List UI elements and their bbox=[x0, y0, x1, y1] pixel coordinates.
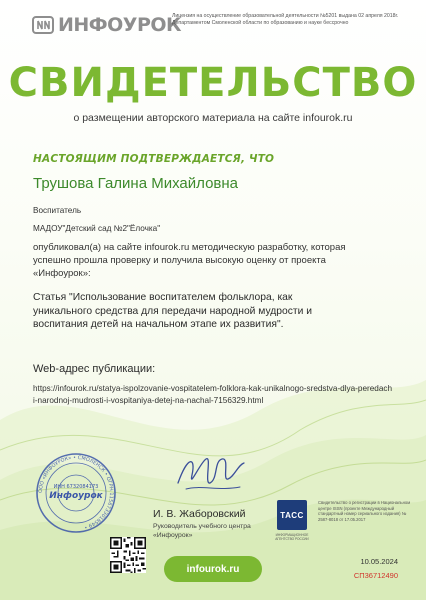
article-title: Статья "Использование воспитателем фольклора, как уникального средства для передачи народной мудрости и воспитания детей на начальном этапе их развития". bbox=[33, 292, 312, 330]
recipient-position: Воспитатель bbox=[33, 206, 82, 215]
stamp-ring-text: ООО «ИНФОУРОК» • СМОЛЕНСК • ОГРН 1156733018549 • bbox=[37, 454, 115, 530]
handwritten-signature bbox=[170, 445, 250, 505]
certificate-title: СВИДЕТЕЛЬСТВО bbox=[8, 60, 418, 106]
recipient-organization: МАДОУ"Детский сад №2"Ёлочка" bbox=[33, 224, 161, 233]
recipient-name: Трушова Галина Михайловна bbox=[33, 175, 239, 192]
tass-logo-text: ТАСС bbox=[280, 510, 304, 520]
confirmation-heading: НАСТОЯЩИМ ПОДТВЕРЖДАЕТСЯ, ЧТО bbox=[33, 153, 275, 165]
certificate-subtitle: о размещении авторского материала на сайте infourok.ru bbox=[73, 112, 353, 124]
publication-statement: опубликовал(а) на сайте infourok.ru методическую разработку, которая успешно прошла проверку и получила высокую оценку от проекта «Инфоурок»: bbox=[33, 242, 346, 279]
official-stamp bbox=[35, 452, 117, 534]
tass-caption: ИНФОРМАЦИОННОЕ АГЕНТСТВО РОССИИ bbox=[275, 533, 309, 541]
stamp-name: Инфоурок bbox=[49, 491, 103, 501]
infourok-logo-icon bbox=[32, 14, 54, 36]
registry-info: Свидетельство о регистрации в Национальном центре ISSN (проекте Международный стандартный номер сериального издания) № 2587-8018 от 17.05.2017 bbox=[318, 500, 411, 522]
tass-logo bbox=[277, 500, 307, 530]
issue-date: 10.05.2024 bbox=[360, 557, 398, 566]
signer-role: Руководитель учебного центра «Инфоурок» bbox=[153, 523, 251, 539]
infourok-logo bbox=[32, 12, 181, 38]
site-link-label: infourok.ru bbox=[186, 563, 240, 575]
logo-text: ИНФОУРОК bbox=[58, 14, 182, 36]
signer-name: И. В. Жаборовский bbox=[153, 508, 246, 520]
stamp-inn: ИНН 6732084173 bbox=[53, 484, 99, 490]
license-text: Лицензия на осуществление образовательной деятельности №5201 выдана 02 апреля 2018г. Департаментом Смоленской области по образованию и науке бессрочно bbox=[172, 13, 399, 26]
web-address-link[interactable]: https://infourok.ru/statya-ispolzovanie-vospitatelem-folklora-kak-unikalnogo-sredstva-dlya-peredachi-narodnoj-mudrosti-i-vospitaniya-detej-na-nachal-7156329.html bbox=[33, 384, 393, 405]
qr-code[interactable] bbox=[110, 537, 146, 573]
site-link-button[interactable] bbox=[164, 556, 262, 582]
certificate-number: СП36712490 bbox=[353, 571, 398, 580]
web-address-label: Web-адрес публикации: bbox=[33, 363, 156, 375]
